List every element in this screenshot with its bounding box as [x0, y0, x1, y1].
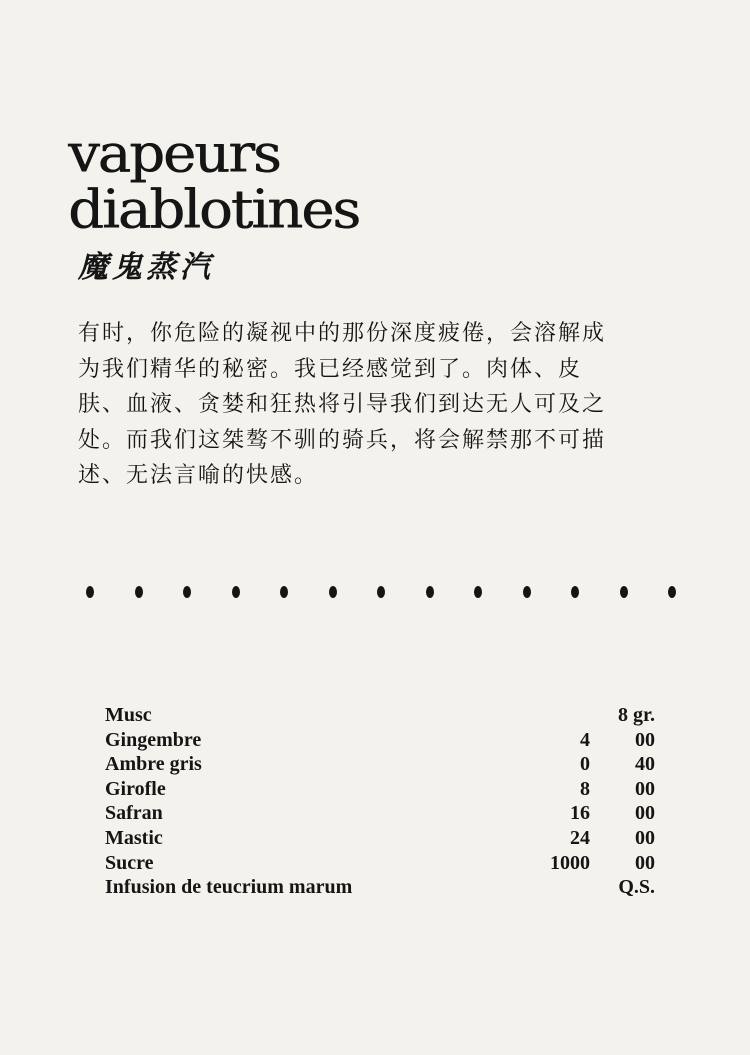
ingredient-name: Sucre: [105, 851, 154, 874]
separator-dot: [571, 586, 579, 598]
ingredient-quantity: 8: [580, 777, 590, 800]
separator-dot: [183, 586, 191, 598]
body-line: 有时，你危险的凝视中的那份深度疲倦，会溶解成: [78, 321, 607, 346]
separator-dot: [329, 586, 337, 598]
ingredient-quantity: 16: [570, 802, 590, 825]
title-line-2: diablotines: [68, 179, 359, 241]
recipe-row: [105, 777, 665, 802]
recipe-table: [105, 703, 665, 900]
ingredient-quantity: 24: [570, 826, 590, 849]
ingredient-fraction: Q.S.: [618, 876, 655, 899]
recipe-row: [105, 728, 665, 753]
recipe-row: [105, 703, 665, 728]
title-line-1: vapeurs: [68, 123, 280, 185]
ingredient-fraction: 00: [635, 777, 655, 800]
separator-dot: [620, 586, 628, 598]
separator-dot: [86, 586, 94, 598]
ingredient-name: Ambre gris: [105, 753, 202, 776]
body-line: 为我们精华的秘密。我已经感觉到了。肉体、皮: [78, 356, 583, 382]
separator-dot: [523, 586, 531, 598]
ingredient-name: Girofle: [105, 777, 166, 800]
recipe-row: [105, 875, 665, 900]
ingredient-fraction: 40: [635, 753, 655, 776]
body-line: 肤、血液、贪婪和狂热将引导我们到达无人可及之: [78, 392, 607, 417]
separator-dot: [135, 586, 143, 598]
ingredient-name: Mastic: [105, 826, 163, 849]
ingredient-name: Infusion de teucrium marum: [105, 876, 353, 899]
recipe-row: [105, 851, 665, 876]
ingredient-name: Musc: [105, 704, 152, 726]
ingredient-fraction: 00: [635, 851, 655, 874]
ingredient-quantity: 1000: [550, 851, 590, 874]
ingredient-name: Gingembre: [105, 728, 202, 751]
recipe-row: [105, 752, 665, 777]
body-line: 述、无法言喻的快感。: [78, 463, 319, 488]
recipe-row: [105, 801, 665, 826]
dot-separator: [86, 586, 676, 606]
separator-dot: [474, 586, 482, 598]
title-block: [68, 123, 668, 241]
body-paragraph: [78, 316, 678, 494]
separator-dot: [377, 586, 385, 598]
separator-dot: [668, 586, 676, 598]
recipe-row: [105, 826, 665, 851]
subtitle: 魔鬼蒸汽: [78, 250, 214, 285]
body-line: 处。而我们这桀骜不驯的骑兵，将会解禁那不可描: [78, 427, 607, 453]
ingredient-quantity: 0: [580, 753, 590, 776]
ingredient-fraction: 00: [635, 802, 655, 825]
ingredient-fraction: 00: [635, 826, 655, 849]
ingredient-name: Safran: [105, 802, 163, 825]
separator-dot: [280, 586, 288, 598]
ingredient-quantity: 4: [580, 728, 590, 751]
ingredient-fraction: 00: [635, 728, 655, 751]
separator-dot: [232, 586, 240, 598]
separator-dot: [426, 586, 434, 598]
ingredient-fraction: 8 gr.: [617, 704, 655, 726]
